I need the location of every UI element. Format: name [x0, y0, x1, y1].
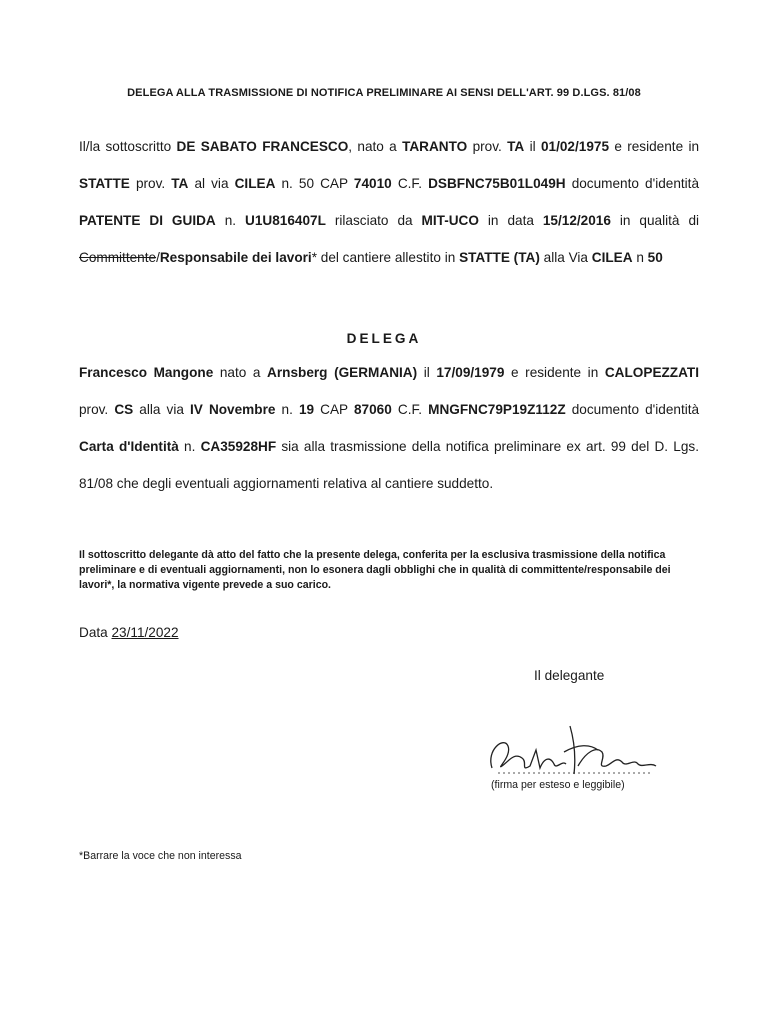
document-title: DELEGA ALLA TRASMISSIONE DI NOTIFICA PRELIMINARE AI SENSI DELL'ART. 99 D.LGS. 81/08: [127, 87, 641, 99]
delegate-doc-number: CA35928HF: [200, 439, 277, 454]
role-suffix: * del cantiere allestito in: [311, 250, 456, 265]
declarant-birthplace: TARANTO: [402, 139, 468, 154]
doc-number-label: n.: [184, 439, 196, 454]
declarant-doc-number: U1U816407L: [245, 213, 326, 228]
cf-label: C.F.: [397, 402, 423, 417]
declarant-role: Responsabile dei lavori: [159, 250, 312, 265]
site-city: STATTE (TA): [459, 250, 540, 265]
legal-notice: Il sottoscritto delegante dà atto del fatto che la presente delega, conferita per la esclusiva trasmissione della notifica preliminare e di eventuali aggiornamenti, non lo esonera dagli obblighi che in qualità di committente/responsabile dei lavori*, la normativa vigente prevede a suo carico.: [79, 549, 671, 591]
date-label: il: [423, 365, 430, 380]
doc-number-label: n.: [224, 213, 237, 228]
delegate-closing-text: sia alla trasmissione della notifica preliminare ex art. 99 del D. Lgs. 81/08 che degli eventuali aggiornamenti relativa al cantiere suddetto.: [79, 439, 699, 491]
date-value: 23/11/2022: [111, 625, 179, 640]
declarant-issuer: MIT-UCO: [421, 213, 479, 228]
declarant-name: DE SABATO FRANCESCO: [176, 139, 349, 154]
delegate-cap: 87060: [353, 402, 392, 417]
role-struck: Committente: [79, 250, 157, 265]
site-street: CILEA: [591, 250, 633, 265]
number-label: n.: [281, 402, 293, 417]
declarant-paragraph: [79, 128, 699, 276]
born-label: nato a: [219, 365, 261, 380]
date-label: il: [529, 139, 536, 154]
delegate-paragraph: [79, 354, 699, 502]
date-line: [79, 625, 179, 640]
doc-label: documento d'identità: [571, 402, 700, 417]
prov-label: prov.: [472, 139, 502, 154]
declarant-tax-code: DSBFNC75B01L049H: [428, 176, 566, 191]
signature-caption: (firma per esteso e leggibile): [491, 779, 625, 791]
cap-label: CAP: [320, 402, 348, 417]
delegate-tax-code: MNGFNC79P19Z112Z: [428, 402, 566, 417]
delegate-doc-type: Carta d'Identità: [79, 439, 179, 454]
declarant-birth-date: 01/02/1975: [540, 139, 610, 154]
delegate-birth-date: 17/09/1979: [436, 365, 505, 380]
street-label: alla via: [139, 402, 184, 417]
number-cap-label: n. 50 CAP: [281, 176, 348, 191]
delegate-birthplace: Arnsberg (GERMANIA): [267, 365, 418, 380]
prov-label: prov.: [135, 176, 166, 191]
site-label: alla Via: [543, 250, 588, 265]
declarant-street: CILEA: [234, 176, 276, 191]
handwritten-signature: [478, 722, 668, 784]
issued-date-label: in data: [487, 213, 534, 228]
declarant-issued-date: 15/12/2016: [542, 213, 611, 228]
street-label: al via: [194, 176, 229, 191]
delegante-label: Il delegante: [534, 668, 605, 683]
delegate-residence-city: CALOPEZZATI: [604, 365, 699, 380]
issued-label: rilasciato da: [334, 213, 413, 228]
prov-label: prov.: [79, 402, 109, 417]
declarant-cap: 74010: [353, 176, 392, 191]
footnote: *Barrare la voce che non interessa: [79, 850, 242, 862]
declarant-doc-type: PATENTE DI GUIDA: [79, 213, 216, 228]
delegate-residence-prov: CS: [114, 402, 134, 417]
delegate-street: IV Novembre: [190, 402, 276, 417]
residence-label: e residente in: [614, 139, 700, 154]
site-number: 50: [647, 250, 663, 265]
declarant-birth-prov: TA: [507, 139, 525, 154]
role-label: in qualità di: [619, 213, 700, 228]
declarant-residence-prov: TA: [171, 176, 189, 191]
residence-label: e residente in: [511, 365, 599, 380]
born-label: , nato a: [348, 139, 397, 154]
delegate-number: 19: [298, 402, 315, 417]
delega-heading: DELEGA: [346, 331, 422, 346]
cf-label: C.F.: [397, 176, 422, 191]
date-label: Data: [79, 625, 108, 640]
site-number-label: n: [636, 250, 644, 265]
declarant-residence-city: STATTE: [79, 176, 130, 191]
doc-label: documento d'identità: [571, 176, 700, 191]
role-separator: /: [156, 250, 160, 265]
intro-text: Il/la sottoscritto: [79, 139, 172, 154]
delegate-name: Francesco Mangone: [79, 365, 214, 380]
